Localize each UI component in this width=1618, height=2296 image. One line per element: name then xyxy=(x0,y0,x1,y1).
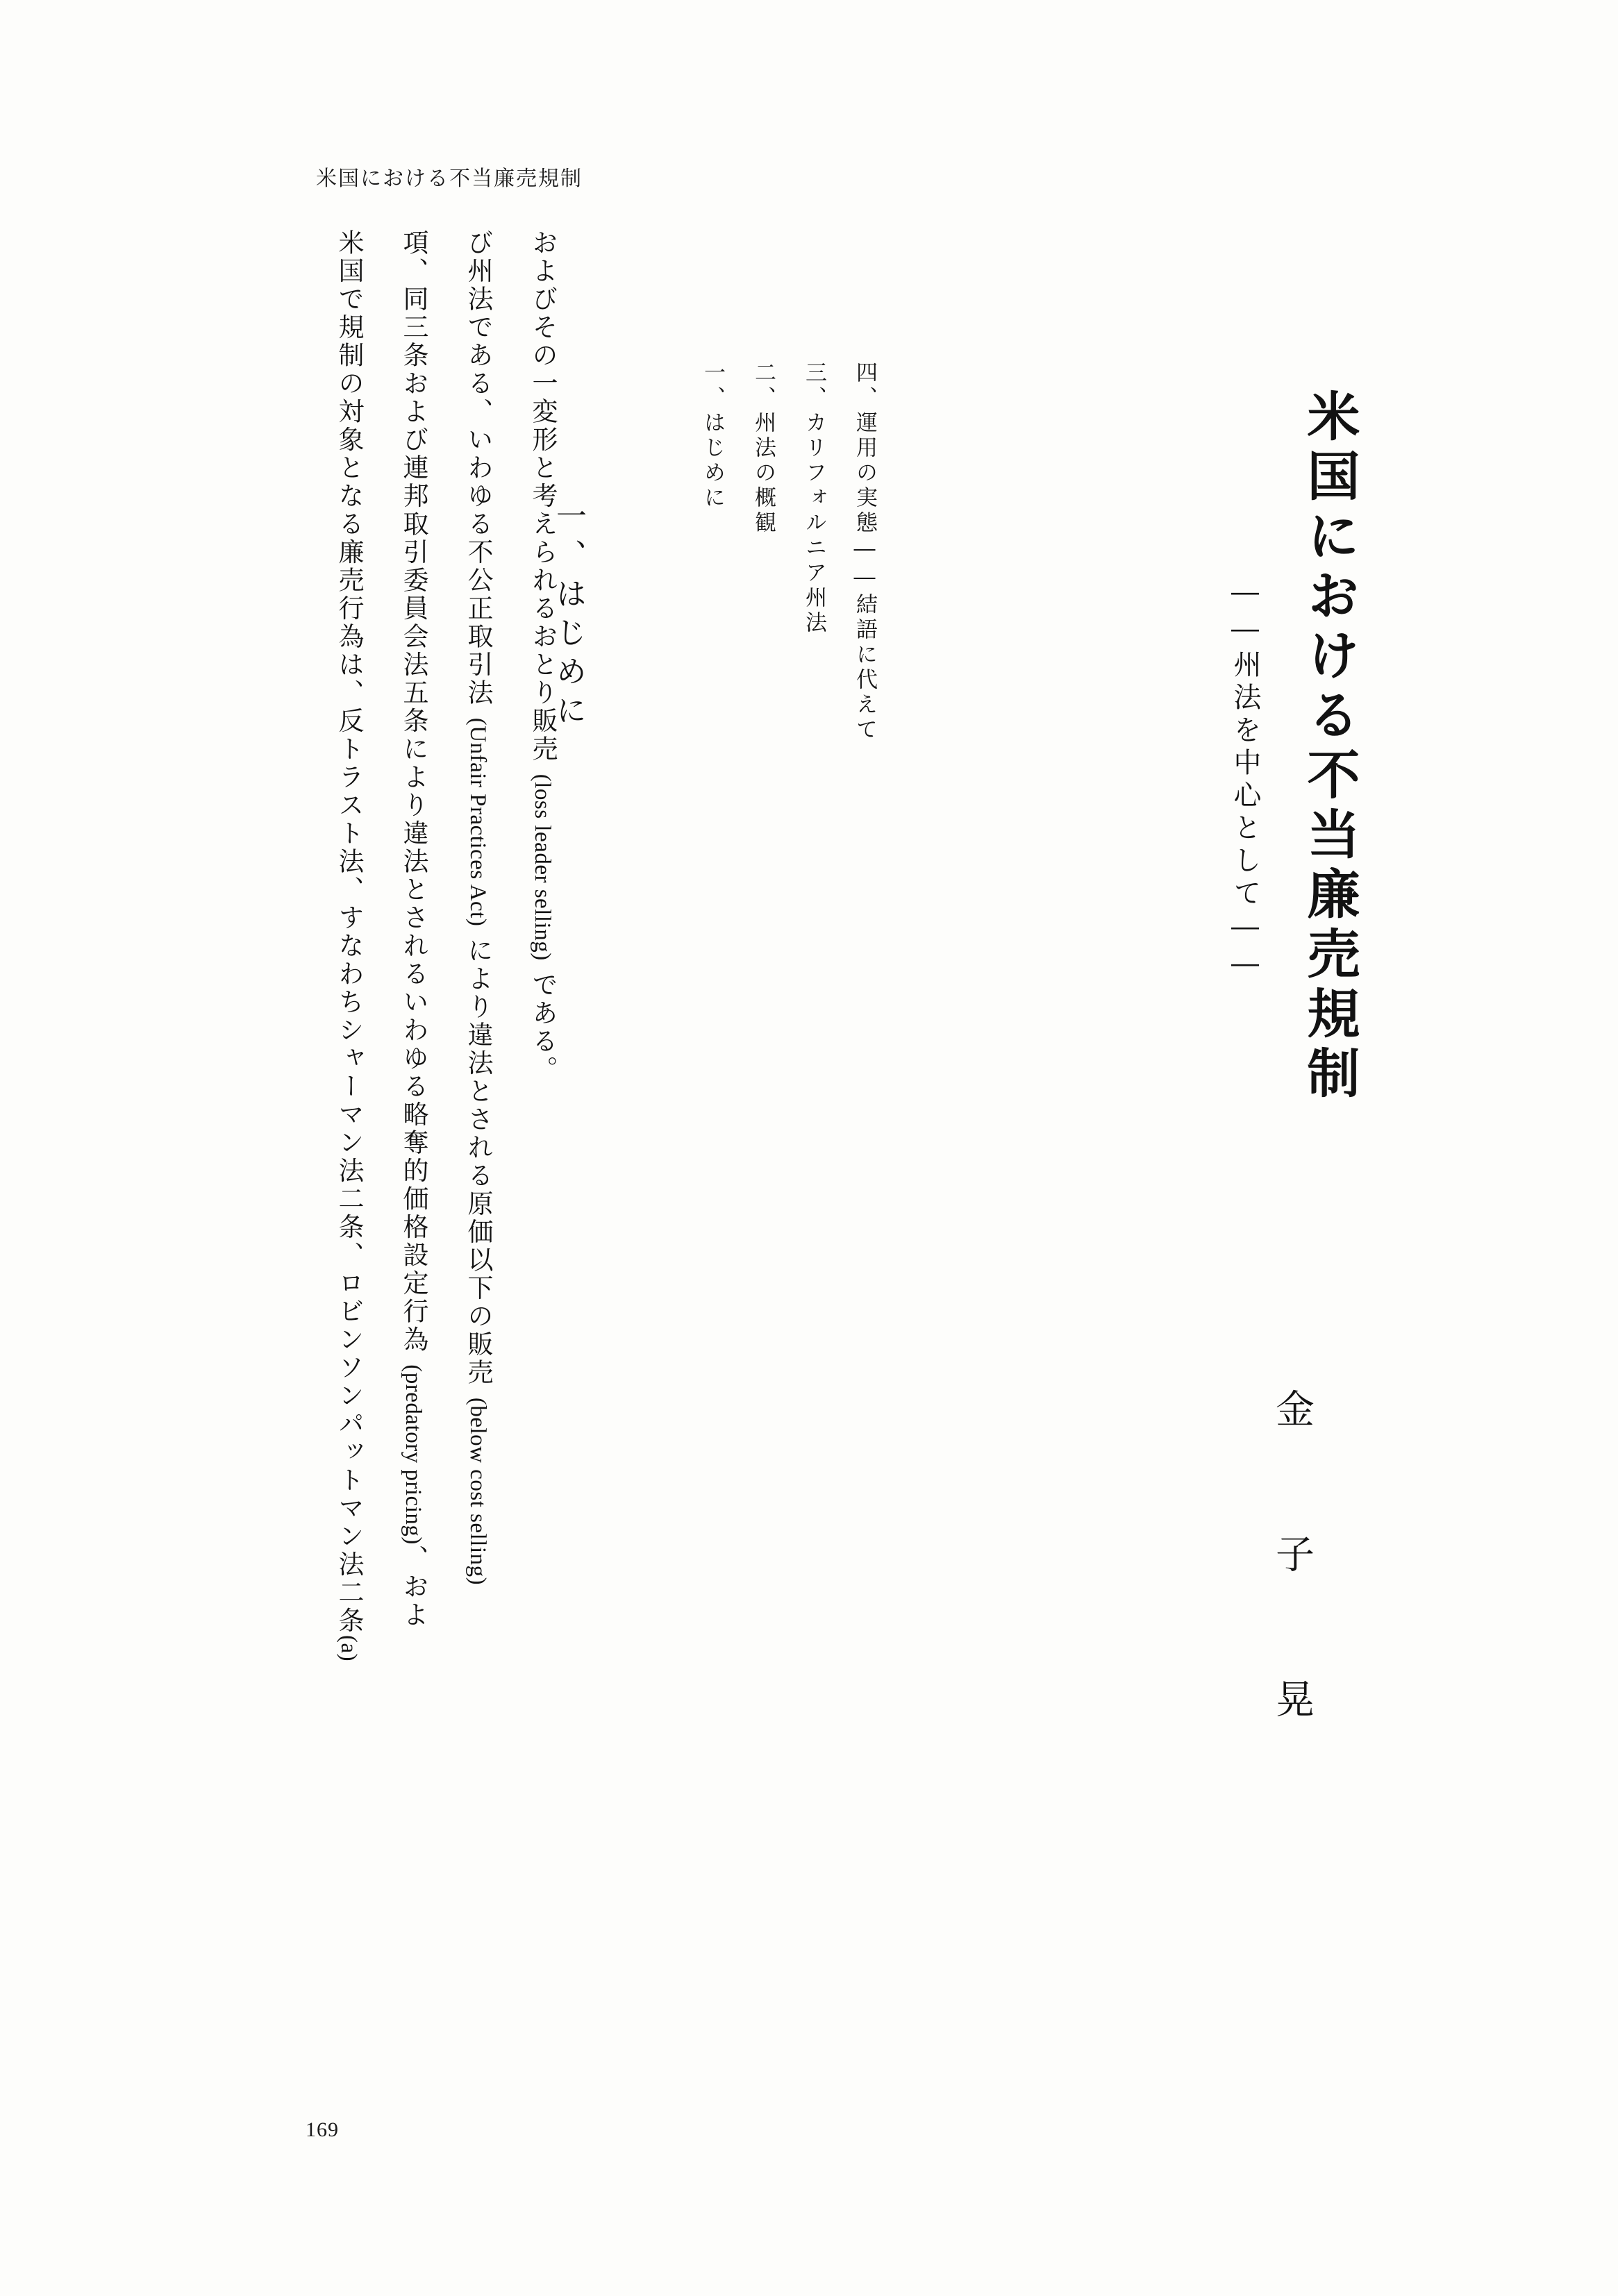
page-subtitle: ――州法を中心として―― xyxy=(1229,576,1261,984)
page-number: 169 xyxy=(306,2118,339,2141)
running-head: 米国における不当廉売規制 xyxy=(316,167,583,191)
toc-item: 四、運用の実態――結語に代えて xyxy=(852,361,877,743)
body-text xyxy=(336,229,556,2076)
toc-item: 二、州法の概観 xyxy=(751,361,776,536)
toc-item: 一、はじめに xyxy=(700,361,725,511)
body-line: 米国で規制の対象となる廉売行為は、反トラスト法、すなわちシャーマン法二条、ロビンソンパットマン法二条(a) xyxy=(334,229,364,1662)
page-title: 米国における不当廉売規制 xyxy=(1299,389,1360,1105)
body-line: び州法である、いわゆる不公正取引法 (Unfair Practices Act) により違法とされる原価以下の販売 (below cost selling) xyxy=(463,229,493,1586)
toc-item: 三、カリフォルニア州法 xyxy=(801,361,826,636)
author-name: 金 子 晃 xyxy=(1269,1389,1315,1748)
body-line: およびその一変形と考えられるおとり販売 (loss leader selling) である。 xyxy=(528,229,558,1084)
table-of-contents xyxy=(672,361,875,743)
body-line: 項、同三条および連邦取引委員会法五条により違法とされるいわゆる略奪的価格設定行為 (predatory pricing)、およ xyxy=(399,229,428,1629)
section-heading: 一、はじめに xyxy=(551,500,586,733)
